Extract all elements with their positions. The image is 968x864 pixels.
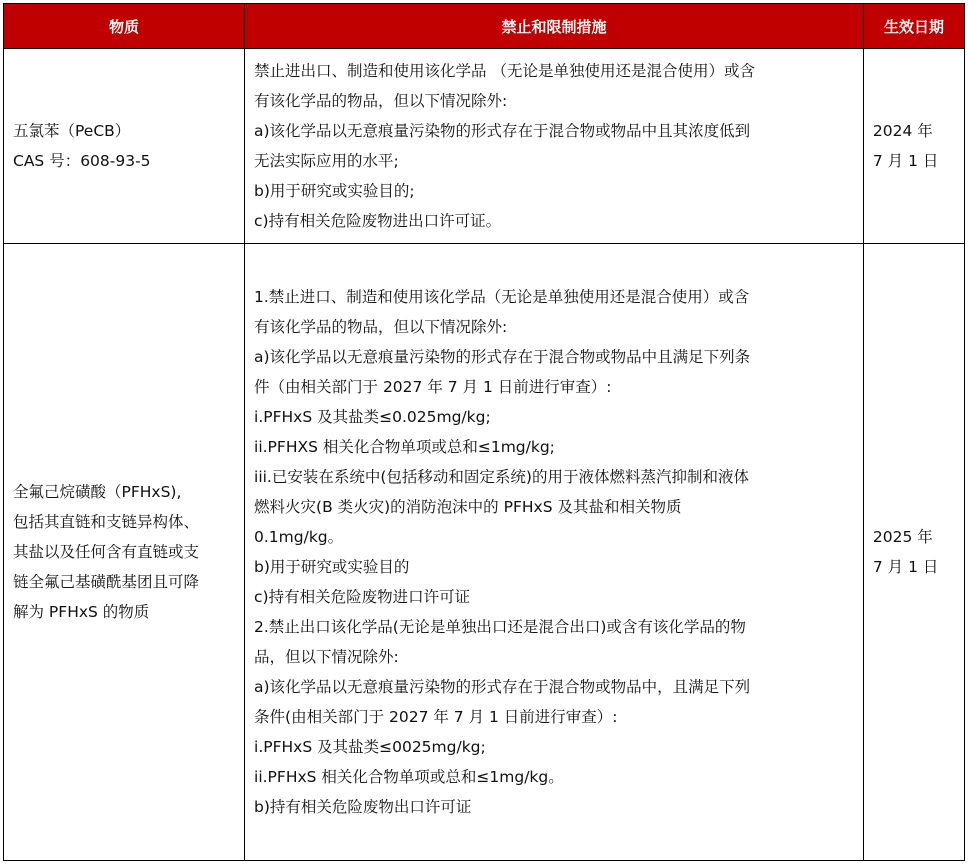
effective-date-cell bbox=[863, 244, 964, 861]
measure-line: 0.1mg/kg。 bbox=[254, 528, 344, 546]
measure-line: a)该化学品以无意痕量污染物的形式存在于混合物或物品中且其浓度低到 bbox=[254, 122, 751, 140]
measure-line: ii.PFHXS 相关化合物单项或总和≤1mg/kg; bbox=[254, 438, 555, 456]
measure-line: b)持有相关危险废物出口许可证 bbox=[254, 798, 472, 816]
measure-line: c)持有相关危险废物进口许可证 bbox=[254, 588, 471, 606]
table-row bbox=[4, 244, 965, 861]
table-row bbox=[4, 49, 965, 244]
measure-line: 品，但以下情况除外: bbox=[254, 648, 399, 666]
header-measures: 禁止和限制措施 bbox=[245, 4, 864, 49]
substance-cas: CAS 号：608-93-5 bbox=[13, 152, 151, 170]
measure-line: a)该化学品以无意痕量污染物的形式存在于混合物或物品中，且满足下列 bbox=[254, 678, 751, 696]
substance-line: 解为 PFHxS 的物质 bbox=[13, 603, 150, 621]
measure-line: 2.禁止出口该化学品(无论是单独出口还是混合出口)或含有该化学品的物 bbox=[254, 618, 746, 636]
substance-name: 五氯苯（PeCB） bbox=[13, 122, 131, 140]
substance-cell bbox=[4, 49, 245, 244]
substance-line: 包括其直链和支链异构体、 bbox=[13, 513, 200, 531]
measure-line: 无法实际应用的水平; bbox=[254, 152, 399, 170]
date-year: 2024 年 bbox=[872, 122, 933, 140]
measure-line: 燃料火灾(B 类火灾)的消防泡沫中的 PFHxS 及其盐和相关物质 bbox=[254, 498, 682, 516]
date-day: 7 月 1 日 bbox=[872, 558, 939, 576]
measure-line: b)用于研究或实验目的; bbox=[254, 182, 415, 200]
measure-line: iii.已安装在系统中(包括移动和固定系统)的用于液体燃料蒸汽抑制和液体 bbox=[254, 468, 749, 486]
substance-cell bbox=[4, 244, 245, 861]
substance-line: 全氟己烷磺酸（PFHxS), bbox=[13, 483, 182, 501]
header-substance: 物质 bbox=[4, 4, 245, 49]
measure-line: ii.PFHxS 相关化合物单项或总和≤1mg/kg。 bbox=[254, 768, 564, 786]
measure-line: i.PFHxS 及其盐类≤0.025mg/kg; bbox=[254, 408, 491, 426]
measures-cell bbox=[245, 49, 864, 244]
measure-line: i.PFHxS 及其盐类≤0025mg/kg; bbox=[254, 738, 486, 756]
regulation-table bbox=[3, 3, 965, 861]
measure-line: 1.禁止进口、制造和使用该化学品（无论是单独使用还是混合使用）或含 bbox=[254, 288, 750, 306]
measure-line: 有该化学品的物品，但以下情况除外: bbox=[254, 318, 508, 336]
measure-line: 件（由相关部门于 2027 年 7 月 1 日前进行审查）: bbox=[254, 378, 612, 396]
measure-line: b)用于研究或实验目的 bbox=[254, 558, 410, 576]
measure-line: c)持有相关危险废物进出口许可证。 bbox=[254, 212, 502, 230]
measures-cell bbox=[245, 244, 864, 861]
header-row bbox=[4, 4, 965, 49]
measure-line: 条件(由相关部门于 2027 年 7 月 1 日前进行审查）: bbox=[254, 708, 618, 726]
effective-date-cell bbox=[863, 49, 964, 244]
measure-line: a)该化学品以无意痕量污染物的形式存在于混合物或物品中且满足下列条 bbox=[254, 348, 751, 366]
date-day: 7 月 1 日 bbox=[872, 152, 939, 170]
header-effective-date: 生效日期 bbox=[863, 4, 964, 49]
measure-line: 有该化学品的物品，但以下情况除外: bbox=[254, 92, 508, 110]
date-year: 2025 年 bbox=[872, 528, 933, 546]
measure-line: 禁止进出口、制造和使用该化学品 （无论是单独使用还是混合使用）或含 bbox=[254, 62, 755, 80]
substance-line: 其盐以及任何含有直链或支 bbox=[13, 543, 200, 561]
substance-line: 链全氟己基磺酰基团且可降 bbox=[13, 573, 200, 591]
